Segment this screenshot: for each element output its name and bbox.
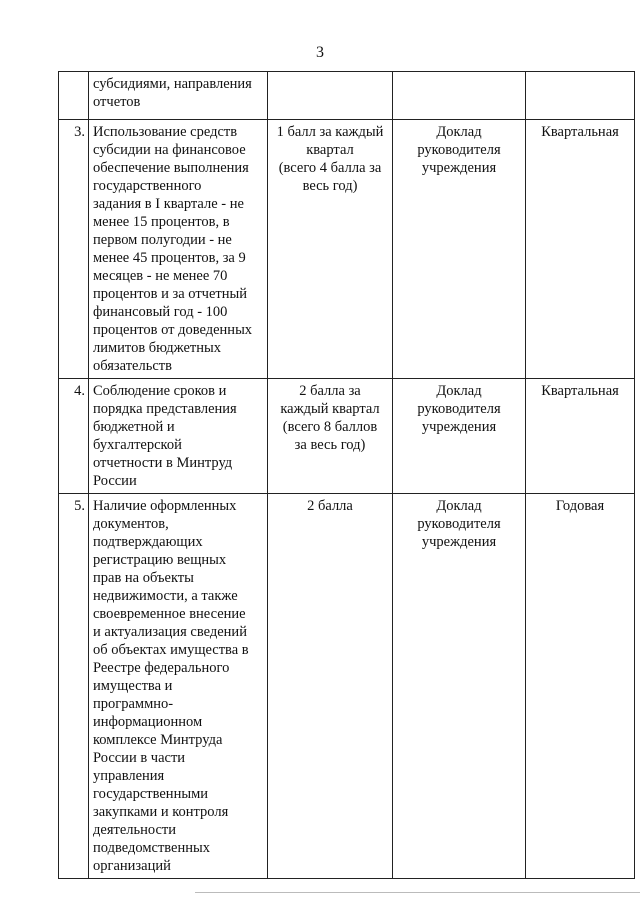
- score-cell: [268, 72, 393, 120]
- table-row: [59, 72, 635, 120]
- source-cell: [393, 72, 526, 120]
- row-number: 5.: [74, 498, 85, 514]
- criterion-description-cell: [89, 72, 268, 120]
- row-number-cell: [59, 120, 89, 379]
- period-cell: [526, 120, 635, 379]
- score-text: 1 балл за каждый квартал (всего 4 балла за весь год): [276, 124, 384, 194]
- source-text: Доклад руководителя учреждения: [417, 124, 501, 176]
- score-cell: [268, 494, 393, 879]
- score-cell: [268, 379, 393, 494]
- scan-edge-line: [195, 892, 640, 893]
- row-number: 3.: [74, 124, 85, 140]
- score-text: 2 балла за каждый квартал (всего 8 баллов за весь год): [280, 383, 380, 453]
- table-row: [59, 379, 635, 494]
- criteria-table: [58, 71, 635, 879]
- criterion-description: субсидиями, направления отчетов: [93, 76, 252, 110]
- criterion-description: Использование средств субсидии на финансовое обеспечение выполнения государственного задания в I квартале - не менее 15 процентов, в первом полугодии - не менее 45 процентов, за 9 месяцев - не менее 70 процентов и за отчетный финансовый год - 100 процентов от доведенных лимитов бюджетных обязательств: [93, 124, 253, 374]
- period-cell: [526, 72, 635, 120]
- table-row: [59, 120, 635, 379]
- criterion-description-cell: [89, 379, 268, 494]
- source-cell: [393, 120, 526, 379]
- page-number: 3: [316, 44, 324, 61]
- source-text: Доклад руководителя учреждения: [417, 498, 501, 550]
- period-cell: [526, 494, 635, 879]
- row-number-cell: [59, 494, 89, 879]
- score-text: 2 балла: [307, 498, 353, 514]
- row-number-cell: [59, 72, 89, 120]
- period-text: Годовая: [555, 498, 605, 514]
- source-cell: [393, 494, 526, 879]
- score-cell: [268, 120, 393, 379]
- source-cell: [393, 379, 526, 494]
- period-text: Квартальная: [541, 383, 619, 399]
- criterion-description-cell: [89, 120, 268, 379]
- criterion-description: Соблюдение сроков и порядка представления бюджетной и бухгалтерской отчетности в Минтруд России: [93, 383, 237, 489]
- criterion-description-cell: [89, 494, 268, 879]
- period-text: Квартальная: [541, 124, 619, 140]
- source-text: Доклад руководителя учреждения: [417, 383, 501, 435]
- row-number-cell: [59, 379, 89, 494]
- table-row: [59, 494, 635, 879]
- criterion-description: Наличие оформленных документов, подтверждающих регистрацию вещных прав на объекты недвижимости, а также своевременное внесение и актуализация сведений об объектах имущества в Реестре федерального имущества и программно- информационном комплексе Минтруда России в части управления государственными закупками и контроля деятельности подведомственных организаций: [93, 498, 249, 874]
- row-number: 4.: [74, 383, 85, 399]
- period-cell: [526, 379, 635, 494]
